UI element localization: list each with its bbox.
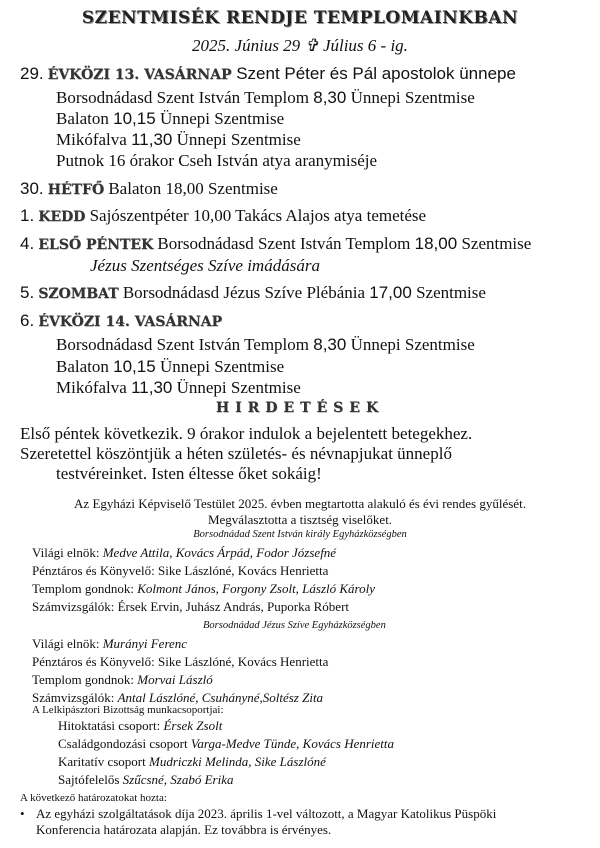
schedule-day-29 [20,64,516,84]
mass-desc: Szentmise [411,283,486,302]
schedule-day-4 [20,234,531,254]
council-row [32,636,187,652]
cross-icon: ✞ [304,36,319,55]
date-to: Július 6 - ig. [322,36,408,55]
schedule-day-6 [20,311,222,331]
mass-desc: Ünnepi Szentmise [172,130,301,149]
role-label: Számvizsgálók: [32,599,118,614]
schedule-day-1 [20,206,426,226]
mass-desc: Ünnepi Szentmise [155,357,285,376]
council-row [32,581,375,597]
mass-time: 10,15 [113,357,156,376]
group-label: Hitoktatási csoport: [58,718,164,733]
role-label: Templom gondnok: [32,672,138,687]
day-name: ÉVKÖZI 14. VASÁRNAP [38,314,223,330]
role-value: Morvai László [137,672,213,687]
mass-place: Mikófalva [56,130,132,149]
day-detail: Borsodnádasd Szent István Templom [153,234,415,253]
mass-entry [56,109,284,129]
role-value: Sike Lászlóné, Kovács Henrietta [158,654,329,669]
mass-time: 10,15 [113,109,156,128]
day-number: 30. [20,179,44,198]
schedule-day-30 [20,179,278,199]
day-detail: Balaton 18,00 Szentmise [104,179,278,198]
mass-place: Balaton [56,109,114,128]
group-label: Karitatív csoport [58,754,149,769]
role-value: Sike Lászlóné, Kovács Henrietta [158,563,329,578]
group-row [58,772,234,788]
mass-time: 8,30 [313,88,347,107]
mass-place: Balaton [56,357,114,376]
mass-time: 8,30 [313,335,347,354]
mass-time: 18,00 [414,234,458,253]
date-range [0,36,600,56]
day-name: KEDD [38,209,86,225]
mass-desc: Ünnepi Szentmise [172,378,301,397]
role-label: Pénztáros és Könyvelő: [32,563,159,578]
mass-entry [56,130,301,150]
mass-entry [56,151,377,171]
mass-time: 17,00 [369,283,412,302]
council-row [32,563,328,579]
mass-place: Borsodnádasd Szent István Templom [56,335,314,354]
group-label: Családgondozási csoport [58,736,191,751]
mass-time: 11,30 [131,130,173,149]
feast-name: Szent Péter és Pál apostolok ünnepe [231,64,516,83]
announcement-line: Első péntek következik. 9 órakor indulok a bejelentett betegekhez. [20,424,473,443]
mass-entry [56,378,301,398]
group-members: Érsek Zsolt [163,718,223,733]
role-value: Medve Attila, Kovács Árpád, Fodor Józsefné [102,545,337,560]
day-detail: Borsodnádasd Jézus Szíve Plébánia [118,283,370,302]
mass-desc: Ünnepi Szentmise [346,88,475,107]
date-from: 2025. Június 29 [192,36,301,55]
day-detail: Sajószentpéter 10,00 Takács Alajos atya temetése [85,206,427,225]
decision-text: Az egyházi szolgáltatások díja 2023. április 1-vel változott, a Magyar Katolikus Püspöki [36,806,497,821]
role-label: Világi elnök: [32,545,103,560]
parish-name: Borsodnádad Jézus Szíve Egyházközségben [203,620,386,631]
day-number: 29. [20,64,44,83]
parish-name: Borsodnádad Szent István király Egyházközségben [193,529,407,540]
role-label: Számvizsgálók: [32,690,118,705]
bullet-icon: • [20,806,25,821]
mass-desc: Szentmise [457,234,532,253]
role-value: Kolmont János, Forgony Zsolt, László Károly [137,581,376,596]
decision-text: Konferencia határozata alapján. Ez továbbra is érvényes. [36,822,332,837]
announcement-line: testvéreinket. Isten éltesse őket sokáig! [56,464,322,483]
role-label: Templom gondnok: [32,581,138,596]
group-row [58,754,326,770]
mass-desc: Ünnepi Szentmise [346,335,475,354]
council-row [32,672,213,688]
role-value: Érsek Ervin, Juhász András, Puporka Róbert [117,599,350,614]
page-title: SZENTMISÉK RENDJE TEMPLOMAINKBAN [81,8,519,28]
decisions-title: A következő határozatokat hozta: [20,792,167,804]
day-note: Jézus Szentséges Szíve imádására [90,256,320,275]
day-number: 6. [20,311,35,330]
group-members: Mudriczki Melinda, Sike Lászlóné [148,754,326,769]
role-value: Antal Lászlóné, Csuhányné,Soltész Zita [117,690,324,705]
mass-place: Mikófalva [56,378,132,397]
mass-desc: Ünnepi Szentmise [155,109,285,128]
day-name: HÉTFŐ [47,182,105,198]
day-number: 1. [20,206,35,225]
day-number: 5. [20,283,35,302]
day-number: 4. [20,234,35,253]
day-name: ELSŐ PÉNTEK [38,237,154,253]
group-members: Varga-Medve Tünde, Kovács Henrietta [190,736,395,751]
council-intro: Az Egyházi Képviselő Testület 2025. évben megtartotta alakuló és évi rendes gyűlését. [74,496,526,511]
council-intro: Megválasztotta a tisztség viselőket. [207,512,393,527]
day-name: SZOMBAT [38,286,119,302]
role-label: Világi elnök: [32,636,103,651]
role-value: Murányi Ferenc [102,636,188,651]
mass-place: Borsodnádasd Szent István Templom [56,88,314,107]
schedule-day-5 [20,283,486,303]
group-row [58,718,222,734]
council-row [32,545,336,561]
day-name: ÉVKÖZI 13. VASÁRNAP [47,67,232,83]
groups-title: A Lelkipásztori Bizottság munkacsoportjai: [32,704,224,716]
group-label: Sajtófelelős [58,772,123,787]
mass-entry [56,335,475,355]
announcements-heading: HIRDETÉSEK [215,400,385,416]
mass-entry [56,88,475,108]
mass-entry [56,357,284,377]
role-label: Pénztáros és Könyvelő: [32,654,159,669]
group-row [58,736,394,752]
group-members: Szűcsné, Szabó Erika [122,772,234,787]
mass-place: Putnok 16 órakor Cseh István atya aranymiséje [56,151,378,170]
mass-time: 11,30 [131,378,173,397]
council-row [32,654,328,670]
council-row [32,599,349,615]
announcement-line: Szeretettel köszöntjük a héten születés- és névnapjukat ünneplő [20,444,452,463]
